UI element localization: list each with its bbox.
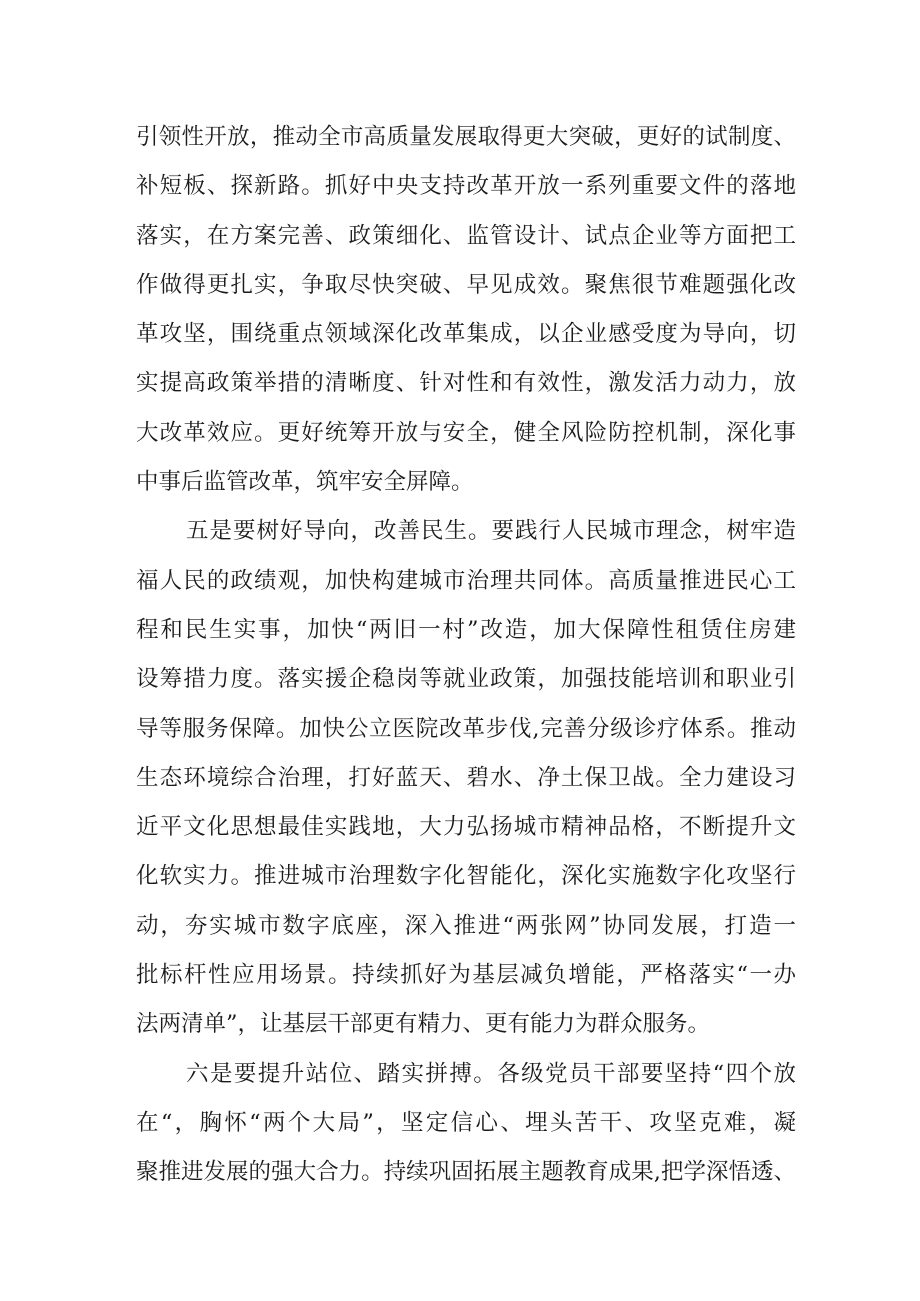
text-line: 批标杆性应用场景。持续抓好为基层减负增能，严格落实“一办 (136, 962, 796, 989)
text-line: 生态环境综合治理，打好蓝天、碧水、净土保卫战。全力建设习 (136, 764, 796, 791)
paragraph-point-five (136, 507, 796, 1049)
text-line: 在“，胸怀“两个大局”，坚定信心、埋头苦干、攻坚克难，凝 (136, 1109, 796, 1136)
text-line: 六是要提升站位、踏实拼搏。各级党员干部要坚持“四个放 (186, 1060, 796, 1087)
text-line: 引领性开放，推动全市高质量发展取得更大突破，更好的试制度、 (136, 124, 796, 150)
text-line: 设筹措力度。落实援企稳岗等就业政策，加强技能培训和职业引 (136, 666, 796, 693)
paragraph-continuation (136, 113, 796, 507)
text-line: 大改革效应。更好统筹开放与安全，健全风险防控机制，深化事 (136, 419, 796, 446)
text-line: 补短板、探新路。抓好中央支持改革开放一系列重要文件的落地 (136, 173, 796, 200)
text-line: 聚推进发展的强大合力。持续巩固拓展主题教育成果,把学深悟透、 (136, 1159, 796, 1186)
text-line: 程和民生实事，加快“两旧一村”改造，加大保障性租赁住房建 (136, 616, 796, 643)
text-line: 实提高政策举措的清晰度、针对性和有效性，激发活力动力，放 (136, 370, 796, 397)
text-line: 作做得更扎实，争取尽快突破、早见成效。聚焦很节难题强化改 (136, 271, 796, 298)
text-line: 化软实力。推进城市治理数字化智能化，深化实施数字化攻坚行 (136, 863, 796, 890)
text-line: 福人民的政绩观，加快构建城市治理共同体。高质量推进民心工 (136, 567, 796, 594)
text-line: 近平文化思想最佳实践地，大力弘扬城市精神品格，不断提升文 (136, 814, 796, 841)
body-text (136, 113, 796, 1198)
text-line: 五是要树好导向，改善民生。要践行人民城市理念，树牢造 (186, 518, 796, 545)
paragraph-point-six (136, 1050, 796, 1198)
text-line: 革攻坚，围绕重点领域深化改革集成，以企业感受度为导向，切 (136, 321, 796, 348)
text-line: 法两清单”，让基层干部更有精力、更有能力为群众服务。 (136, 1011, 711, 1038)
text-line: 落实，在方案完善、政策细化、监管设计、试点企业等方面把工 (136, 222, 796, 249)
text-line: 导等服务保障。加快公立医院改革步伐,完善分级诊疗体系。推动 (136, 715, 796, 742)
text-line: 中事后监管改革，筑牢安全屏障。 (136, 469, 474, 496)
text-line: 动，夯实城市数字底座，深入推进“两张网”协同发展，打造一 (136, 912, 796, 939)
